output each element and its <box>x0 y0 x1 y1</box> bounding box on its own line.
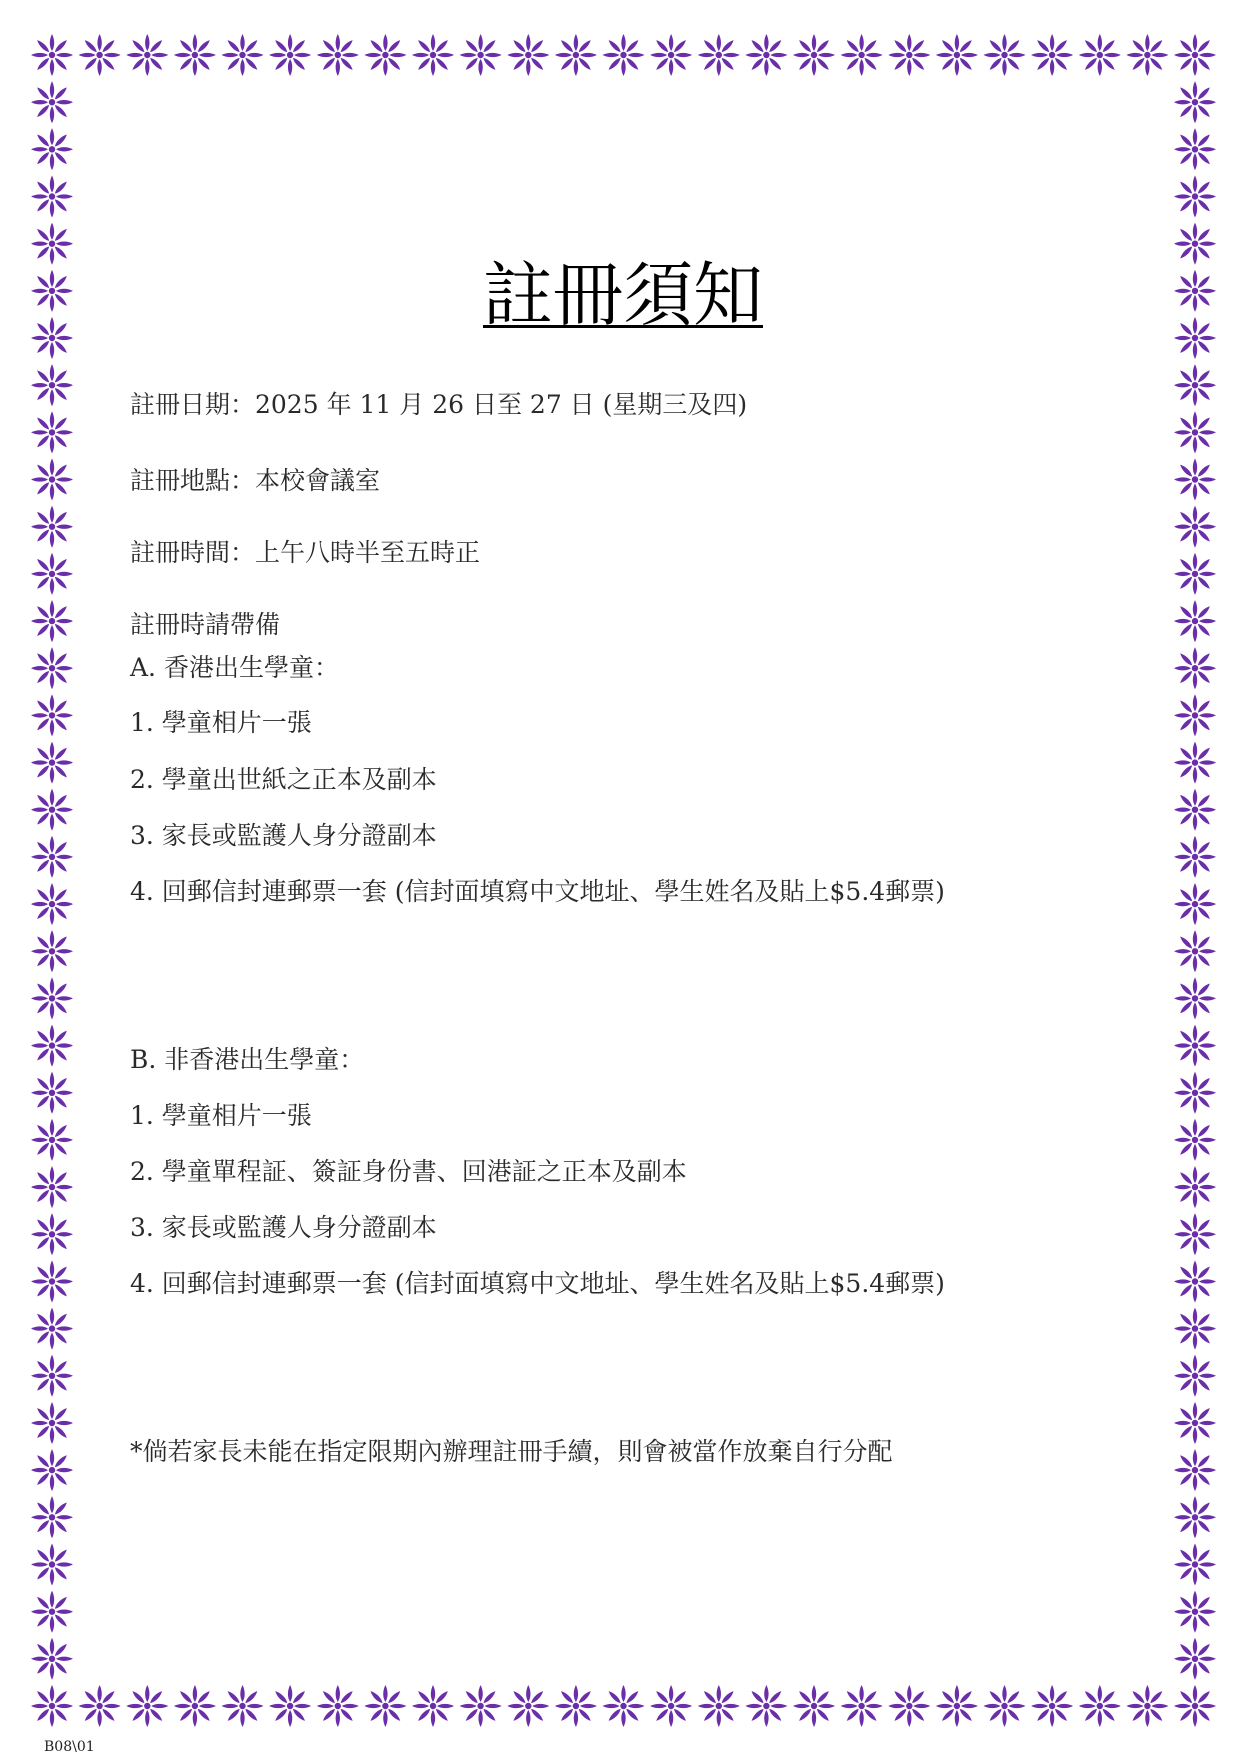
purple-flower-icon <box>31 977 73 1019</box>
purple-flower-icon <box>364 34 406 76</box>
purple-flower-icon <box>1174 128 1216 170</box>
section-b-item-4: 4. 回郵信封連郵票一套 (信封面填寫中文地址、學生姓名及貼上$5.4郵票) <box>130 1269 945 1298</box>
purple-flower-icon <box>1174 459 1216 501</box>
purple-flower-icon <box>31 411 73 453</box>
purple-flower-icon <box>31 1308 73 1350</box>
purple-flower-icon <box>1174 1308 1216 1350</box>
purple-flower-icon <box>1174 1591 1216 1633</box>
purple-flower-icon <box>31 176 73 218</box>
purple-flower-icon <box>1174 1025 1216 1067</box>
page-title: 註冊須知 <box>483 254 763 336</box>
purple-flower-icon <box>1174 1496 1216 1538</box>
purple-flower-icon <box>31 1496 73 1538</box>
purple-flower-icon <box>412 1685 454 1727</box>
section-a-item-4: 4. 回郵信封連郵票一套 (信封面填寫中文地址、學生姓名及貼上$5.4郵票) <box>130 877 945 906</box>
purple-flower-icon <box>1174 176 1216 218</box>
purple-flower-icon <box>460 1685 502 1727</box>
registration-time: 註冊時間：上午八時半至五時正 <box>130 538 481 567</box>
purple-flower-icon <box>31 647 73 689</box>
section-b-item-1: 1. 學童相片一張 <box>130 1101 312 1130</box>
section-a-heading: A. 香港出生學童： <box>130 653 339 682</box>
purple-flower-icon <box>222 1685 264 1727</box>
purple-flower-icon <box>31 1025 73 1067</box>
purple-flower-icon <box>745 34 787 76</box>
purple-flower-icon <box>1174 553 1216 595</box>
bring-items-heading: 註冊時請帶備 <box>130 610 281 639</box>
purple-flower-icon <box>31 34 73 76</box>
purple-flower-icon <box>1079 1685 1121 1727</box>
purple-flower-icon <box>603 1685 645 1727</box>
purple-flower-icon <box>31 1119 73 1161</box>
purple-flower-icon <box>1174 81 1216 123</box>
purple-flower-icon <box>1079 34 1121 76</box>
purple-flower-icon <box>79 1685 121 1727</box>
purple-flower-icon <box>364 1685 406 1727</box>
purple-flower-icon <box>936 1685 978 1727</box>
purple-flower-icon <box>222 34 264 76</box>
purple-flower-icon <box>1126 1685 1168 1727</box>
purple-flower-icon <box>412 34 454 76</box>
purple-flower-icon <box>793 34 835 76</box>
purple-flower-icon <box>1174 1638 1216 1680</box>
purple-flower-icon <box>269 34 311 76</box>
purple-flower-icon <box>460 34 502 76</box>
registration-date: 註冊日期：2025 年 11 月 26 日至 27 日 (星期三及四) <box>130 390 748 419</box>
purple-flower-icon <box>126 34 168 76</box>
purple-flower-icon <box>1174 1355 1216 1397</box>
purple-flower-icon <box>31 1261 73 1303</box>
purple-flower-icon <box>1174 836 1216 878</box>
purple-flower-icon <box>1174 742 1216 784</box>
purple-flower-icon <box>745 1685 787 1727</box>
purple-flower-icon <box>888 1685 930 1727</box>
purple-flower-icon <box>31 364 73 406</box>
purple-flower-icon <box>1174 1449 1216 1491</box>
section-b-heading: B. 非香港出生學童： <box>130 1045 365 1074</box>
purple-flower-icon <box>841 34 883 76</box>
section-b-item-3: 3. 家長或監護人身分證副本 <box>130 1213 437 1242</box>
purple-flower-icon <box>1174 1544 1216 1586</box>
purple-flower-icon <box>1174 977 1216 1019</box>
purple-flower-icon <box>1174 1166 1216 1208</box>
purple-flower-icon <box>555 1685 597 1727</box>
purple-flower-icon <box>31 128 73 170</box>
purple-flower-icon <box>841 1685 883 1727</box>
purple-flower-icon <box>269 1685 311 1727</box>
registration-venue: 註冊地點：本校會議室 <box>130 466 381 495</box>
purple-flower-icon <box>984 1685 1026 1727</box>
purple-flower-icon <box>31 836 73 878</box>
purple-flower-icon <box>888 34 930 76</box>
purple-flower-icon <box>31 1166 73 1208</box>
purple-flower-icon <box>317 1685 359 1727</box>
abandon-allocation-note: *倘若家長未能在指定限期內辦理註冊手續，則會被當作放棄自行分配 <box>130 1437 893 1466</box>
purple-flower-icon <box>1174 1119 1216 1161</box>
purple-flower-icon <box>31 1355 73 1397</box>
purple-flower-icon <box>174 34 216 76</box>
purple-flower-icon <box>698 1685 740 1727</box>
purple-flower-icon <box>31 1638 73 1680</box>
section-a-item-3: 3. 家長或監護人身分證副本 <box>130 821 437 850</box>
purple-flower-icon <box>31 1213 73 1255</box>
purple-flower-icon <box>984 34 1026 76</box>
purple-flower-icon <box>31 81 73 123</box>
purple-flower-icon <box>1174 789 1216 831</box>
purple-flower-icon <box>126 1685 168 1727</box>
purple-flower-icon <box>1174 411 1216 453</box>
purple-flower-icon <box>1174 1402 1216 1444</box>
purple-flower-icon <box>31 930 73 972</box>
purple-flower-icon <box>31 1685 73 1727</box>
section-a-item-1: 1. 學童相片一張 <box>130 708 312 737</box>
purple-flower-icon <box>31 789 73 831</box>
purple-flower-icon <box>507 1685 549 1727</box>
purple-flower-icon <box>936 34 978 76</box>
purple-flower-icon <box>1174 364 1216 406</box>
purple-flower-icon <box>31 1591 73 1633</box>
purple-flower-icon <box>603 34 645 76</box>
purple-flower-icon <box>793 1685 835 1727</box>
purple-flower-icon <box>1174 694 1216 736</box>
purple-flower-icon <box>31 506 73 548</box>
document-code: B08\01 <box>44 1739 95 1755</box>
purple-flower-icon <box>31 1402 73 1444</box>
purple-flower-icon <box>555 34 597 76</box>
purple-flower-icon <box>1174 930 1216 972</box>
purple-flower-icon <box>317 34 359 76</box>
purple-flower-icon <box>1031 1685 1073 1727</box>
purple-flower-icon <box>1174 647 1216 689</box>
purple-flower-icon <box>79 34 121 76</box>
purple-flower-icon <box>650 1685 692 1727</box>
purple-flower-icon <box>1174 883 1216 925</box>
purple-flower-icon <box>1174 1685 1216 1727</box>
purple-flower-icon <box>650 34 692 76</box>
purple-flower-icon <box>31 742 73 784</box>
purple-flower-icon <box>1126 34 1168 76</box>
purple-flower-icon <box>31 883 73 925</box>
purple-flower-icon <box>31 553 73 595</box>
purple-flower-icon <box>698 34 740 76</box>
purple-flower-icon <box>31 694 73 736</box>
purple-flower-icon <box>507 34 549 76</box>
purple-flower-icon <box>174 1685 216 1727</box>
purple-flower-icon <box>1174 1261 1216 1303</box>
purple-flower-icon <box>31 459 73 501</box>
section-a-item-2: 2. 學童出世紙之正本及副本 <box>130 765 437 794</box>
section-b-item-2: 2. 學童單程証、簽証身份書、回港証之正本及副本 <box>130 1157 687 1186</box>
purple-flower-icon <box>1174 1072 1216 1114</box>
purple-flower-icon <box>1174 1213 1216 1255</box>
purple-flower-icon <box>31 1544 73 1586</box>
purple-flower-icon <box>31 600 73 642</box>
purple-flower-icon <box>1031 34 1073 76</box>
purple-flower-icon <box>1174 34 1216 76</box>
purple-flower-icon <box>31 1072 73 1114</box>
purple-flower-icon <box>1174 506 1216 548</box>
purple-flower-icon <box>31 1449 73 1491</box>
purple-flower-icon <box>1174 600 1216 642</box>
